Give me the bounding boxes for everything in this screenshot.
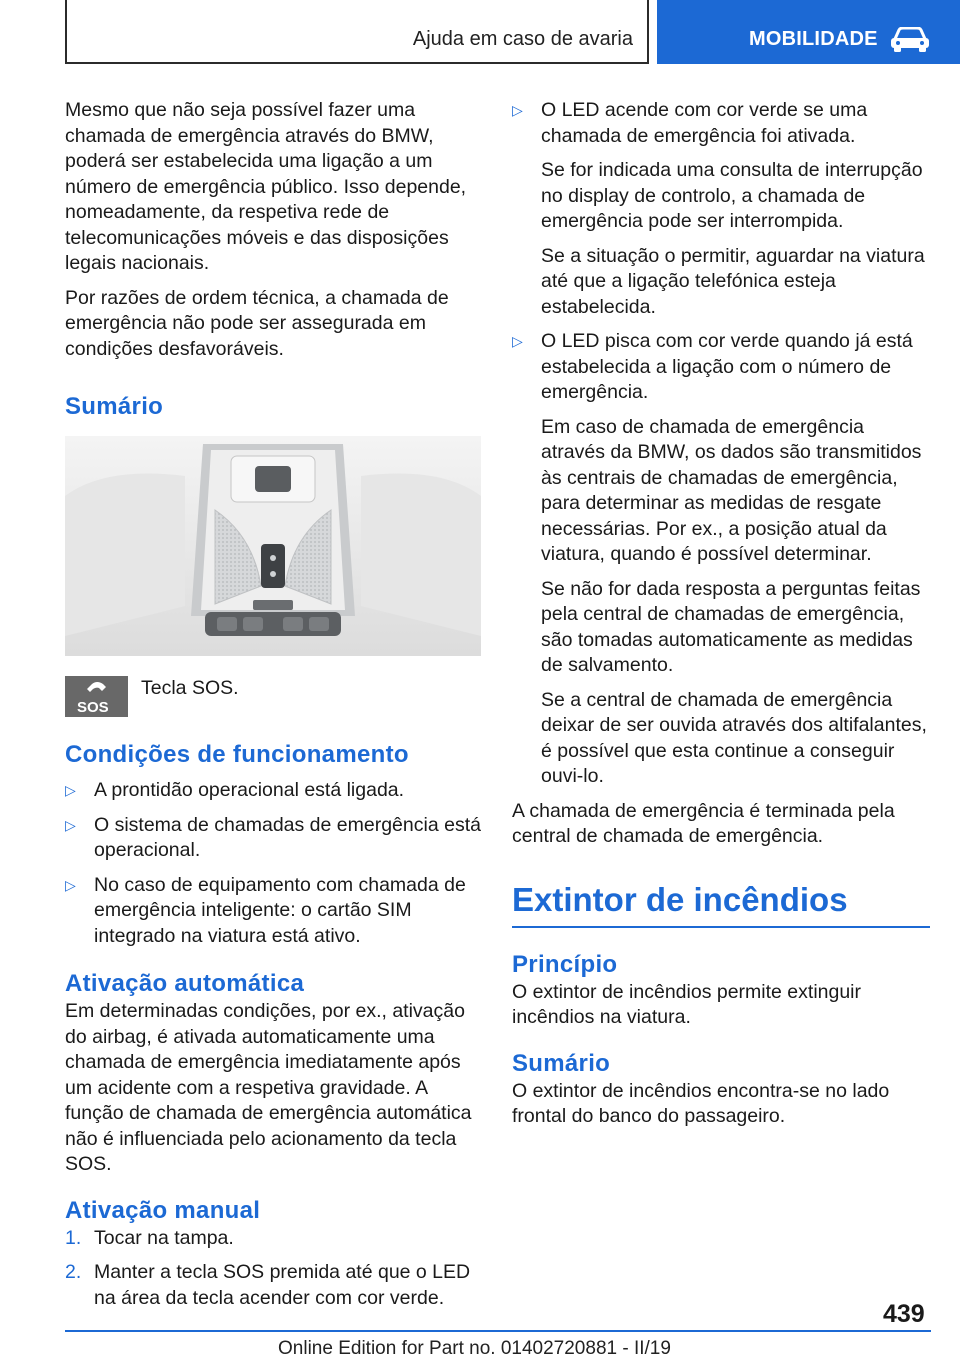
triangle-bullet-icon: ▷ — [65, 816, 76, 833]
heading-extintor: Extintor de incêndios — [512, 880, 848, 918]
list-item: 1. Tocar na tampa. — [65, 1226, 234, 1249]
automatic-activation-paragraph: Em determinadas condições, por ex., ativação do airbag, é ativada automaticamente uma chamada de emergência imediatamente após um acidente com a respetiva gravidade. A função de chamada de emergência automática não é influenciada pelo acionamento da tecla SOS. — [65, 1000, 472, 1175]
list-item: ▷ O sistema de chamadas de emergência está operacional. — [65, 813, 481, 861]
intro-paragraph: Mesmo que não seja possível fazer uma chamada de emergência através do BMW, poderá ser estabelecida uma ligação a um número de emergência público. Isso depende, nomeadamente, da respetiva rede de telecomunicações móveis e das disposições legais nacionais. — [65, 99, 467, 274]
heading-ativacao-manual: Ativação manual — [65, 1196, 261, 1224]
sos-console-photo — [65, 436, 481, 656]
list-item: 2. Manter a tecla SOS premida até que o LED na área da tecla acender com cor verde. — [65, 1261, 471, 1309]
call-end-paragraph: A chamada de emergência é terminada pela central de chamada de emergência. — [512, 799, 895, 847]
heading-condicoes: Condições de funcionamento — [65, 741, 409, 768]
phone-icon — [65, 676, 128, 717]
svg-text:SOS: SOS — [77, 699, 109, 716]
conditions-list — [65, 778, 481, 949]
triangle-bullet-icon: ▷ — [512, 102, 523, 118]
overhead-console-illustration — [65, 436, 481, 656]
list-item: ▷ O LED pisca com cor verde quando já está estabelecida a ligação com o número de emergência. Em caso de chamada de emergência através da BMW, os dados são transmitidos às centrais de chamadas de emergência, para determinar as medidas de resgate necessárias. Por ex., a posição atual da viatura, quando é possível determinar. Se não for dada resposta a perguntas feitas pela central de chamadas de emergência, são tomadas automaticamente as medidas de salvamento. Se a central de chamada de emergência deixar de ser ouvida através dos altifalantes, é possível que esta continue a conseguir ouvi-lo. — [512, 330, 927, 787]
sos-button-icon — [65, 676, 128, 717]
triangle-bullet-icon: ▷ — [512, 333, 523, 349]
triangle-bullet-icon: ▷ — [65, 876, 76, 893]
page-number: 439 — [883, 1300, 925, 1328]
header-section-title: Ajuda em caso de avaria — [412, 28, 633, 50]
footer-edition-text: Online Edition for Part no. 01402720881 - II/19 — [278, 1338, 671, 1359]
caption-text: Tecla SOS. — [141, 677, 239, 699]
car-icon — [889, 27, 931, 53]
header-chapter-label: MOBILIDADE — [749, 28, 878, 50]
list-item: ▷ No caso de equipamento com chamada de emergência inteligente: o cartão SIM integrado na viatura está ativo. — [65, 873, 466, 947]
technical-note-paragraph: Por razões de ordem técnica, a chamada de emergência não pode ser assegurada em condições desfavoráveis. — [65, 286, 449, 360]
list-item: ▷ O LED acende com cor verde se uma chamada de emergência foi ativada. Se for indicada uma consulta de interrupção no display de controlo, a chamada de emergência pode ser interrompida. Se a situação o permitir, aguardar na viatura até que a ligação telefónica esteja estabelecida. — [512, 99, 925, 318]
header-chapter-tab[interactable] — [657, 0, 960, 64]
page-header — [0, 0, 960, 66]
figure-caption — [65, 676, 481, 720]
heading-principio: Princípio — [512, 950, 618, 978]
header-section-box — [65, 0, 649, 64]
list-item: ▷ A prontidão operacional está ligada. — [65, 778, 481, 804]
heading-sumario-extintor: Sumário — [512, 1049, 611, 1077]
heading-ativacao-automatica: Ativação automática — [65, 970, 305, 997]
right-column — [512, 98, 930, 1139]
heading-sumario: Sumário — [65, 393, 164, 420]
triangle-bullet-icon: ▷ — [65, 782, 76, 798]
principle-paragraph: O extintor de incêndios permite extinguir incêndios na viatura. — [512, 980, 862, 1028]
manual-steps-list — [65, 1226, 481, 1312]
left-column — [65, 98, 481, 1320]
extinguisher-location-paragraph: O extintor de incêndios encontra-se no lado frontal do banco do passageiro. — [512, 1079, 890, 1127]
led-status-list — [512, 98, 930, 790]
footer-divider — [65, 1330, 931, 1332]
section-divider — [512, 926, 930, 928]
